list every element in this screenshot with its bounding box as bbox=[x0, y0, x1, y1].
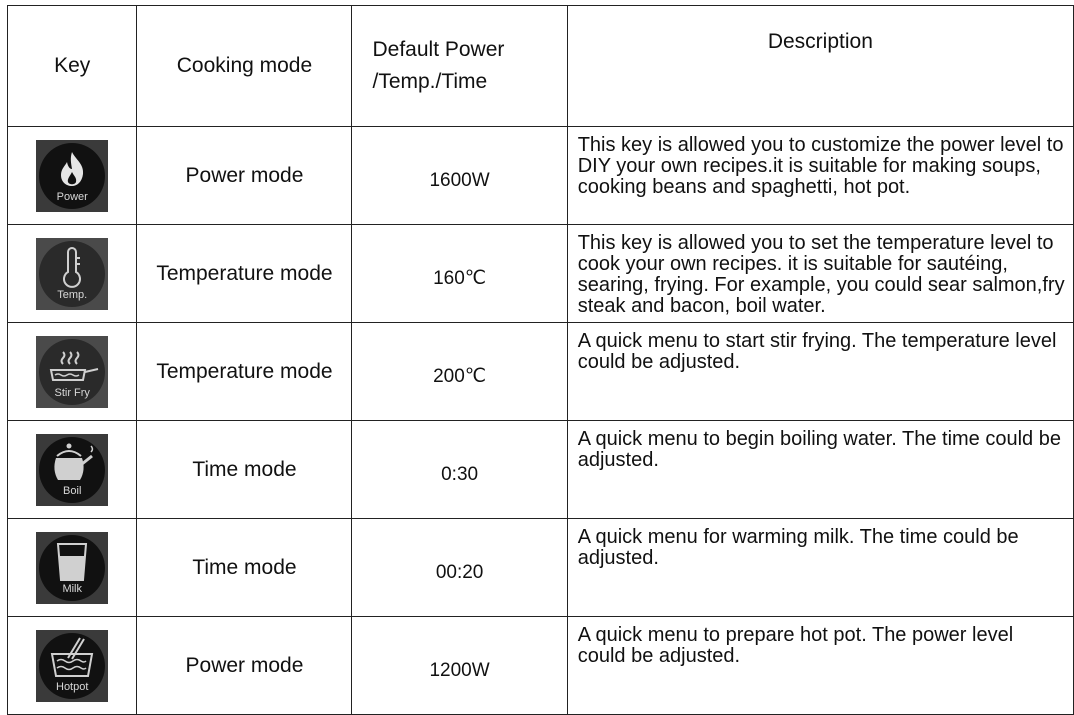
description-cell: This key is allowed you to set the temperature level to cook your own recipes. it is suitable for sautéing, searing, frying. For example, you could sear salmon,fry steak and bacon, boil water. bbox=[567, 225, 1073, 323]
key-cell bbox=[8, 127, 137, 225]
description-cell: A quick menu to prepare hot pot. The power level could be adjusted. bbox=[567, 617, 1073, 715]
temp-key-button bbox=[36, 238, 108, 310]
cooking-mode-cell: Temperature mode bbox=[137, 323, 352, 421]
cooking-modes-table bbox=[7, 5, 1074, 715]
description-cell: This key is allowed you to customize the power level to DIY your own recipes.it is suitable for making soups, cooking beans and spaghetti, hot pot. bbox=[567, 127, 1073, 225]
table-row bbox=[8, 519, 1074, 617]
description-cell: A quick menu to start stir frying. The temperature level could be adjusted. bbox=[567, 323, 1073, 421]
header-row bbox=[8, 6, 1074, 127]
key-icon-label: Milk bbox=[62, 582, 82, 595]
key-cell bbox=[8, 519, 137, 617]
default-value-cell: 1200W bbox=[352, 617, 567, 715]
table-row bbox=[8, 225, 1074, 323]
header-key: Key bbox=[8, 6, 137, 127]
key-cell bbox=[8, 323, 137, 421]
cooking-mode-cell: Time mode bbox=[137, 519, 352, 617]
stir-fry-key-button bbox=[36, 336, 108, 408]
table-row bbox=[8, 617, 1074, 715]
key-cell bbox=[8, 617, 137, 715]
cooking-mode-cell: Power mode bbox=[137, 127, 352, 225]
table-row bbox=[8, 323, 1074, 421]
key-icon-label: Boil bbox=[63, 484, 82, 497]
header-default-line2: /Temp./Time bbox=[372, 70, 488, 93]
key-icon-label: Temp. bbox=[57, 288, 88, 301]
power-key-button bbox=[36, 140, 108, 212]
table-row bbox=[8, 421, 1074, 519]
default-value-cell: 200℃ bbox=[352, 323, 567, 421]
milk-key-button bbox=[36, 532, 108, 604]
default-value-cell: 160℃ bbox=[352, 225, 567, 323]
boil-key-button bbox=[36, 434, 108, 506]
header-cooking-mode: Cooking mode bbox=[137, 6, 352, 127]
cooking-mode-cell: Time mode bbox=[137, 421, 352, 519]
header-default-line1: Default Power bbox=[372, 38, 505, 61]
key-cell bbox=[8, 421, 137, 519]
description-cell: A quick menu to begin boiling water. The time could be adjusted. bbox=[567, 421, 1073, 519]
key-cell bbox=[8, 225, 137, 323]
key-icon-label: Stir Fry bbox=[54, 386, 90, 399]
header-default bbox=[352, 6, 567, 127]
description-cell: A quick menu for warming milk. The time could be adjusted. bbox=[567, 519, 1073, 617]
key-icon-label: Hotpot bbox=[56, 680, 89, 693]
table-row bbox=[8, 127, 1074, 225]
cooking-mode-cell: Power mode bbox=[137, 617, 352, 715]
header-description: Description bbox=[567, 6, 1073, 127]
default-value-cell: 1600W bbox=[352, 127, 567, 225]
key-icon-label: Power bbox=[56, 190, 88, 203]
cooking-mode-cell: Temperature mode bbox=[137, 225, 352, 323]
default-value-cell: 0:30 bbox=[352, 421, 567, 519]
default-value-cell: 00:20 bbox=[352, 519, 567, 617]
hotpot-key-button bbox=[36, 630, 108, 702]
